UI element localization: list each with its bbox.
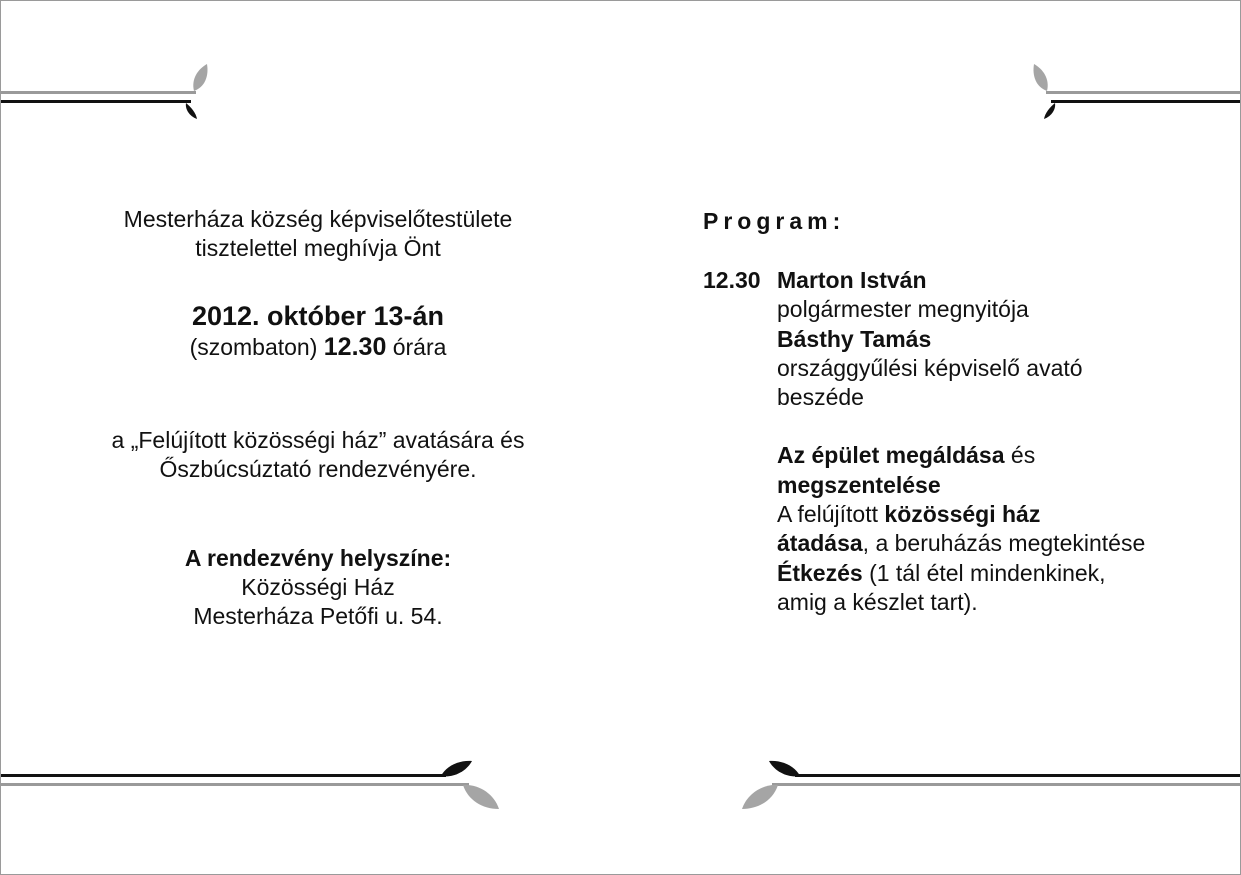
venue-name: Közösségi Ház xyxy=(241,574,395,600)
program-heading: Program: xyxy=(703,208,846,234)
venue-label: A rendezvény helyszíne: xyxy=(184,545,452,571)
leaf-light-icon xyxy=(1034,64,1048,91)
invite-line: tisztelettel meghívja Önt xyxy=(195,235,441,261)
handover-line2 xyxy=(777,529,1207,558)
leaf-dark-icon xyxy=(186,103,197,119)
handover-prefix: A felújított xyxy=(777,501,879,528)
event-day: (szombaton) xyxy=(189,334,318,360)
event-date-block xyxy=(1,299,635,362)
speaker2-role-line2: beszéde xyxy=(777,384,864,411)
leaf-light-icon xyxy=(742,785,778,809)
speaker2-name: Básthy Tamás xyxy=(777,325,932,352)
top-left-ornament xyxy=(1,64,207,119)
speaker1-role: polgármester megnyitója xyxy=(777,296,1029,323)
blessing-line xyxy=(777,441,1207,470)
event-time: 12.30 xyxy=(323,333,387,361)
leaf-dark-icon xyxy=(1044,103,1055,119)
speaker2-role-line1: országgyűlési képviselő avató xyxy=(777,354,1083,381)
speaker1-name: Marton István xyxy=(777,267,927,293)
event-date: 2012. október 13-án xyxy=(191,301,445,331)
leaf-dark-icon xyxy=(441,761,472,776)
consecration: megszentelése xyxy=(777,471,941,498)
venue-block xyxy=(1,544,635,631)
inviter-line: Mesterháza község képviselőtestülete xyxy=(123,206,513,232)
blessing-title: Az épület megáldása xyxy=(777,442,1005,469)
occasion-block xyxy=(1,426,635,484)
meal-rest: (1 tál étel mindenkinek, xyxy=(869,559,1106,586)
meal-line1 xyxy=(777,559,1207,588)
bottom-left-ornament xyxy=(1,761,499,809)
meal-title: Étkezés xyxy=(777,559,863,586)
occasion-line-2: Őszbúcsúztató rendezvényére. xyxy=(159,456,477,482)
handover-bold1: közösségi ház xyxy=(884,501,1041,528)
program-time: 12.30 xyxy=(703,267,761,293)
event-time-line xyxy=(1,333,635,362)
bottom-right-ornament xyxy=(742,761,1240,809)
handover-bold2: átadása xyxy=(777,530,863,557)
meal-line2: amig a készlet tart). xyxy=(777,588,978,615)
event-time-suffix: órára xyxy=(392,334,447,360)
top-right-ornament xyxy=(1034,64,1240,119)
leaf-dark-icon xyxy=(769,761,800,776)
blessing-and: és xyxy=(1010,442,1036,469)
program-list xyxy=(777,266,1207,617)
venue-address: Mesterháza Petőfi u. 54. xyxy=(193,603,443,629)
handover-line1 xyxy=(777,500,1207,529)
leaf-light-icon xyxy=(193,64,207,91)
leaf-light-icon xyxy=(463,785,499,809)
invitation-intro xyxy=(1,205,635,263)
handover-rest: , a beruházás megtekintése xyxy=(862,530,1146,557)
occasion-line-1: a „Felújított közösségi ház” avatására és xyxy=(111,427,525,453)
